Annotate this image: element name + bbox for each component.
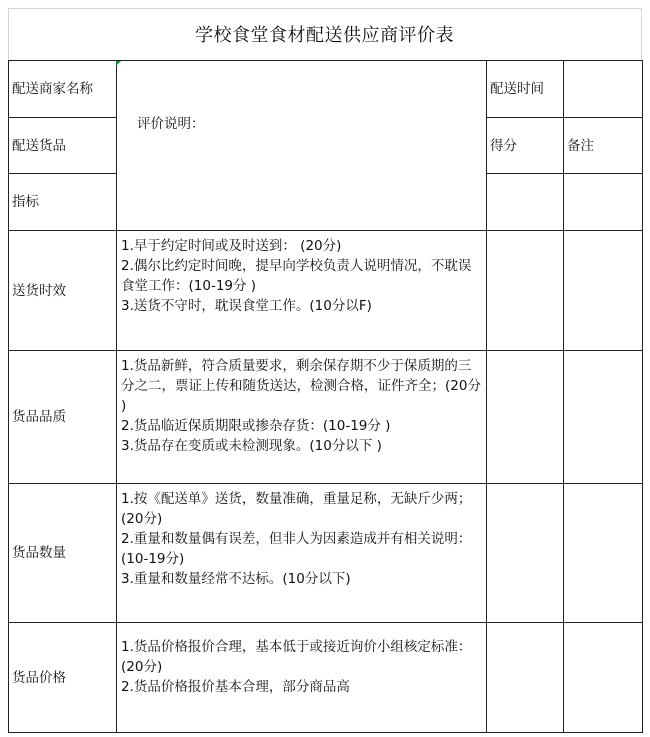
description-label: 评价说明： [137, 115, 205, 132]
table-row [9, 484, 643, 623]
delivery-time-label-cell[interactable]: 配送时间 [487, 61, 564, 118]
table-row [9, 61, 643, 118]
criteria-line: 2.货品价格报价基本合理，部分商品高 [121, 679, 350, 695]
score-cell[interactable] [487, 174, 564, 231]
criteria-line: 2.重量和数量偶有误差，但非人为因素造成并有相关说明： (10-19分) [121, 531, 472, 567]
cell-comment-marker-icon [116, 61, 121, 66]
remark-cell[interactable] [564, 231, 643, 351]
description-header-cell[interactable] [117, 61, 487, 231]
criteria-line: 1.货品新鲜，符合质量要求，剩余保存期不少于保质期的三分之二，票证上传和随货送达，检测合格，证件齐全；(20分 ) [121, 358, 481, 414]
remark-label-cell[interactable]: 备注 [564, 118, 643, 174]
indicator-cell[interactable]: 货品品质 [9, 351, 117, 484]
criteria-line: 1.早于约定时间或及时送到： (20分) [121, 238, 342, 254]
criteria-cell[interactable] [117, 351, 487, 484]
criteria-cell[interactable] [117, 623, 487, 733]
indicator-cell[interactable]: 货品价格 [9, 623, 117, 733]
table-row [9, 231, 643, 351]
sheet-gridline [641, 8, 642, 60]
criteria-line: 1.货品价格报价合理，基本低于或接近询价小组核定标准：(20分) [121, 639, 472, 675]
criteria-line: 2.偶尔比约定时间晚，提早向学校负责人说明情况，不耽误食堂工作：(10-19分 ) [121, 258, 472, 294]
indicator-cell[interactable]: 货品数量 [9, 484, 117, 623]
score-cell[interactable] [487, 231, 564, 351]
supplier-name-label-cell[interactable]: 配送商家名称 [9, 61, 117, 118]
delivery-goods-label-cell[interactable]: 配送货品 [9, 118, 117, 174]
remark-cell[interactable] [564, 484, 643, 623]
criteria-line: 3.货品存在变质或未检测现象。(10分以下 ) [121, 438, 382, 454]
criteria-line: 3.重量和数量经常不达标。(10分以下) [121, 571, 351, 587]
evaluation-table [8, 60, 643, 733]
remark-cell[interactable] [564, 623, 643, 733]
score-cell[interactable] [487, 351, 564, 484]
criteria-line: 2.货品临近保质期限或掺杂存货：(10-19分 ) [121, 418, 391, 434]
table-row [9, 623, 643, 733]
sheet-title: 学校食堂食材配送供应商评价表 [195, 25, 454, 46]
remark-cell[interactable] [564, 174, 643, 231]
remark-cell[interactable] [564, 351, 643, 484]
table-row [9, 351, 643, 484]
criteria-cell[interactable] [117, 231, 487, 351]
criteria-cell[interactable] [117, 484, 487, 623]
indicator-label-cell[interactable]: 指标 [9, 174, 117, 231]
criteria-line: 1.按《配送单》送货，数量准确，重量足称，无缺斤少两；(20分) [121, 491, 472, 527]
score-label-cell[interactable]: 得分 [487, 118, 564, 174]
indicator-cell[interactable]: 送货时效 [9, 231, 117, 351]
criteria-line: 3.送货不守时，耽误食堂工作。(10分以F) [121, 298, 372, 314]
delivery-time-value-cell[interactable] [564, 61, 643, 118]
score-cell[interactable] [487, 623, 564, 733]
score-cell[interactable] [487, 484, 564, 623]
